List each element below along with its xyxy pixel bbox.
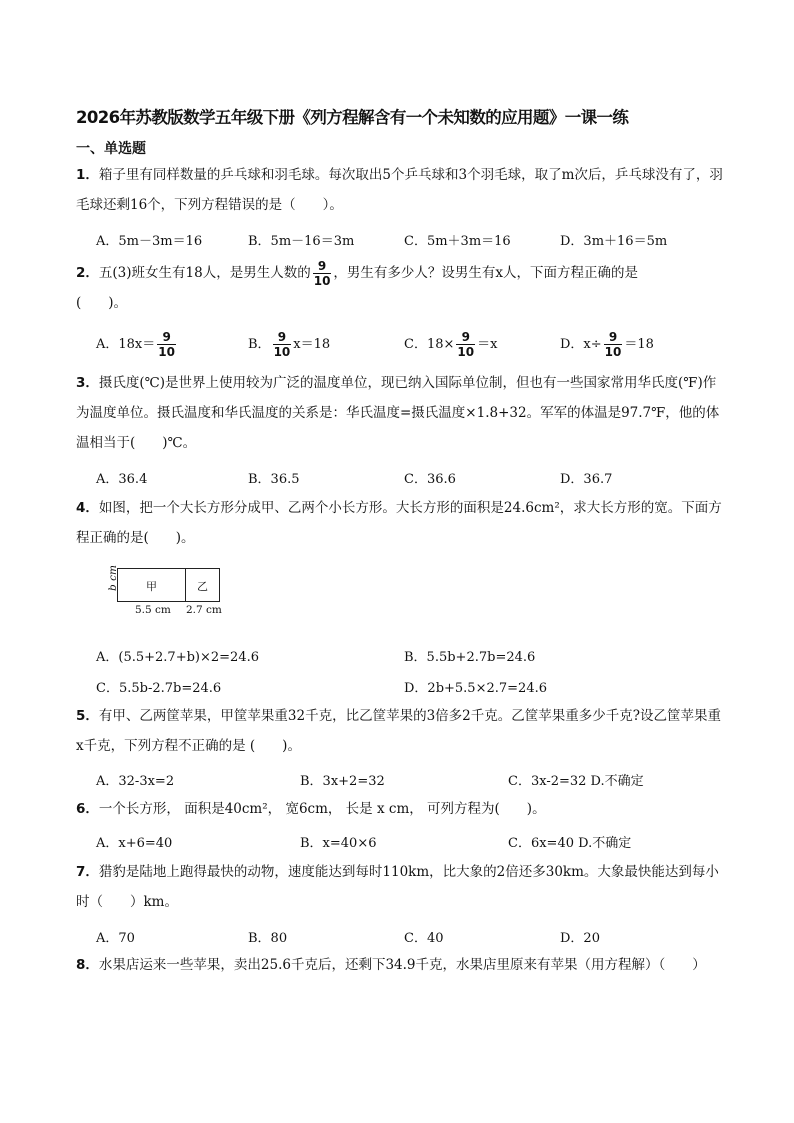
q7-option-a: A．70 — [96, 931, 135, 946]
q6-option-a: A．x+6=40 — [96, 836, 173, 851]
q4-option-b: B．5.5b+2.7b=24.6 — [404, 650, 536, 665]
question-3 — [76, 368, 726, 458]
q6-option-c: C．6x=40 D.不确定 — [508, 836, 632, 851]
q7-option-d: D．20 — [560, 931, 600, 946]
question-number: 5． — [76, 708, 99, 724]
question-text: 摄氏度(℃)是世界上使用较为广泛的温度单位，现已纳入国际单位制，但也有一些国家常用华氏度(℉)作为温度单位。摄氏温度和华氏温度的关系是：华氏温度=摄氏温度×1.8+32。军军的体温是97.7℉，他的体温相当于( )℃。 — [76, 375, 720, 451]
question-text: 猎豹是陆地上跑得最快的动物，速度能达到每时110km，比大象的2倍还多30km。大象最快能达到每小时（ ）km。 — [76, 864, 719, 910]
q5-option-c: C．3x-2=32 D.不确定 — [508, 774, 644, 789]
q7-option-c: C．40 — [404, 931, 444, 946]
q6-option-b: B．x=40×6 — [300, 836, 377, 851]
figure-height-label: b cm — [107, 565, 119, 591]
rectangle-figure — [100, 564, 240, 624]
q4-option-c: C．5.5b-2.7b=24.6 — [96, 681, 222, 696]
q3-option-a: A．36.4 — [96, 472, 148, 487]
q1-option-c: C．5m＋3m＝16 — [404, 234, 511, 249]
q3-option-b: B．36.5 — [248, 472, 300, 487]
question-4 — [76, 493, 726, 553]
q1-option-a: A．5m－3m＝16 — [96, 234, 203, 249]
rectangle-jia-label: 甲 — [146, 580, 157, 593]
rectangle-yi — [185, 568, 220, 602]
q2-option-d: D．x÷ $\frac{9}{10}$ ＝18 — [560, 330, 654, 359]
question-text: 有甲、乙两筐苹果，甲筐苹果重32千克，比乙筐苹果的3倍多2千克。乙筐苹果重多少千克?设乙筐苹果重x千克，下列方程不正确的是 ( )。 — [76, 708, 721, 754]
question-number: 6． — [76, 801, 99, 817]
width-b-label: 2.7 cm — [186, 604, 222, 616]
rectangle-yi-label: 乙 — [197, 580, 208, 593]
rectangle-jia — [117, 568, 186, 602]
question-8 — [76, 950, 726, 980]
question-text-part2: ，男生有多少人？设男生有x人，下面方程正确的是 — [333, 265, 639, 281]
question-text-part1: 五(3)班女生有18人，是男生人数的 — [98, 265, 311, 281]
document-title: 2026年苏教版数学五年级下册《列方程解含有一个未知数的应用题》一课一练 — [76, 108, 629, 127]
question-text: 如图，把一个大长方形分成甲、乙两个小长方形。大长方形的面积是24.6cm²，求大长方形的宽。下面方程正确的是( )。 — [76, 500, 722, 546]
question-number: 4． — [76, 500, 99, 516]
question-2 — [76, 258, 726, 318]
section-heading: 一、单选题 — [76, 141, 146, 157]
question-number: 8． — [76, 957, 99, 973]
question-1 — [76, 160, 726, 220]
q4-option-d: D．2b+5.5×2.7=24.6 — [404, 681, 547, 696]
q1-option-b: B．5m－16＝3m — [248, 234, 355, 249]
question-text-part3: ( )。 — [76, 295, 128, 311]
question-text: 一个长方形， 面积是40cm²， 宽6cm， 长是 x cm， 可列方程为( )。 — [98, 801, 546, 817]
q2-option-a: A．18x＝ $\frac{9}{10}$ — [96, 330, 175, 359]
q1-option-d: D．3m＋16＝5m — [560, 234, 668, 249]
fraction: $\frac{9}{10}$ — [313, 259, 331, 288]
question-text: 箱子里有同样数量的乒乓球和羽毛球。每次取出5个乒乓球和3个羽毛球，取了m次后，乒乓球没有了，羽毛球还剩16个，下列方程错误的是（ ）。 — [76, 167, 723, 213]
q3-option-d: D．36.7 — [560, 472, 613, 487]
question-number: 7． — [76, 864, 99, 880]
q3-option-c: C．36.6 — [404, 472, 456, 487]
question-text: 水果店运来一些苹果，卖出25.6千克后，还剩下34.9千克，水果店里原来有苹果（用方程解）（ ） — [98, 957, 706, 973]
question-5 — [76, 701, 726, 761]
q2-option-b: B． $\frac{9}{10}$ x＝18 — [248, 330, 331, 359]
q5-option-b: B．3x+2=32 — [300, 774, 385, 789]
q4-option-a: A．(5.5+2.7+b)×2=24.6 — [96, 650, 259, 665]
q5-option-a: A．32-3x=2 — [96, 774, 175, 789]
question-7 — [76, 857, 726, 917]
q2-option-c: C．18× $\frac{9}{10}$ ＝x — [404, 330, 498, 359]
question-number: 1． — [76, 167, 99, 183]
width-a-label: 5.5 cm — [135, 604, 171, 616]
question-6 — [76, 794, 726, 824]
question-number: 3． — [76, 375, 99, 391]
question-number: 2． — [76, 265, 99, 281]
q7-option-b: B．80 — [248, 931, 288, 946]
